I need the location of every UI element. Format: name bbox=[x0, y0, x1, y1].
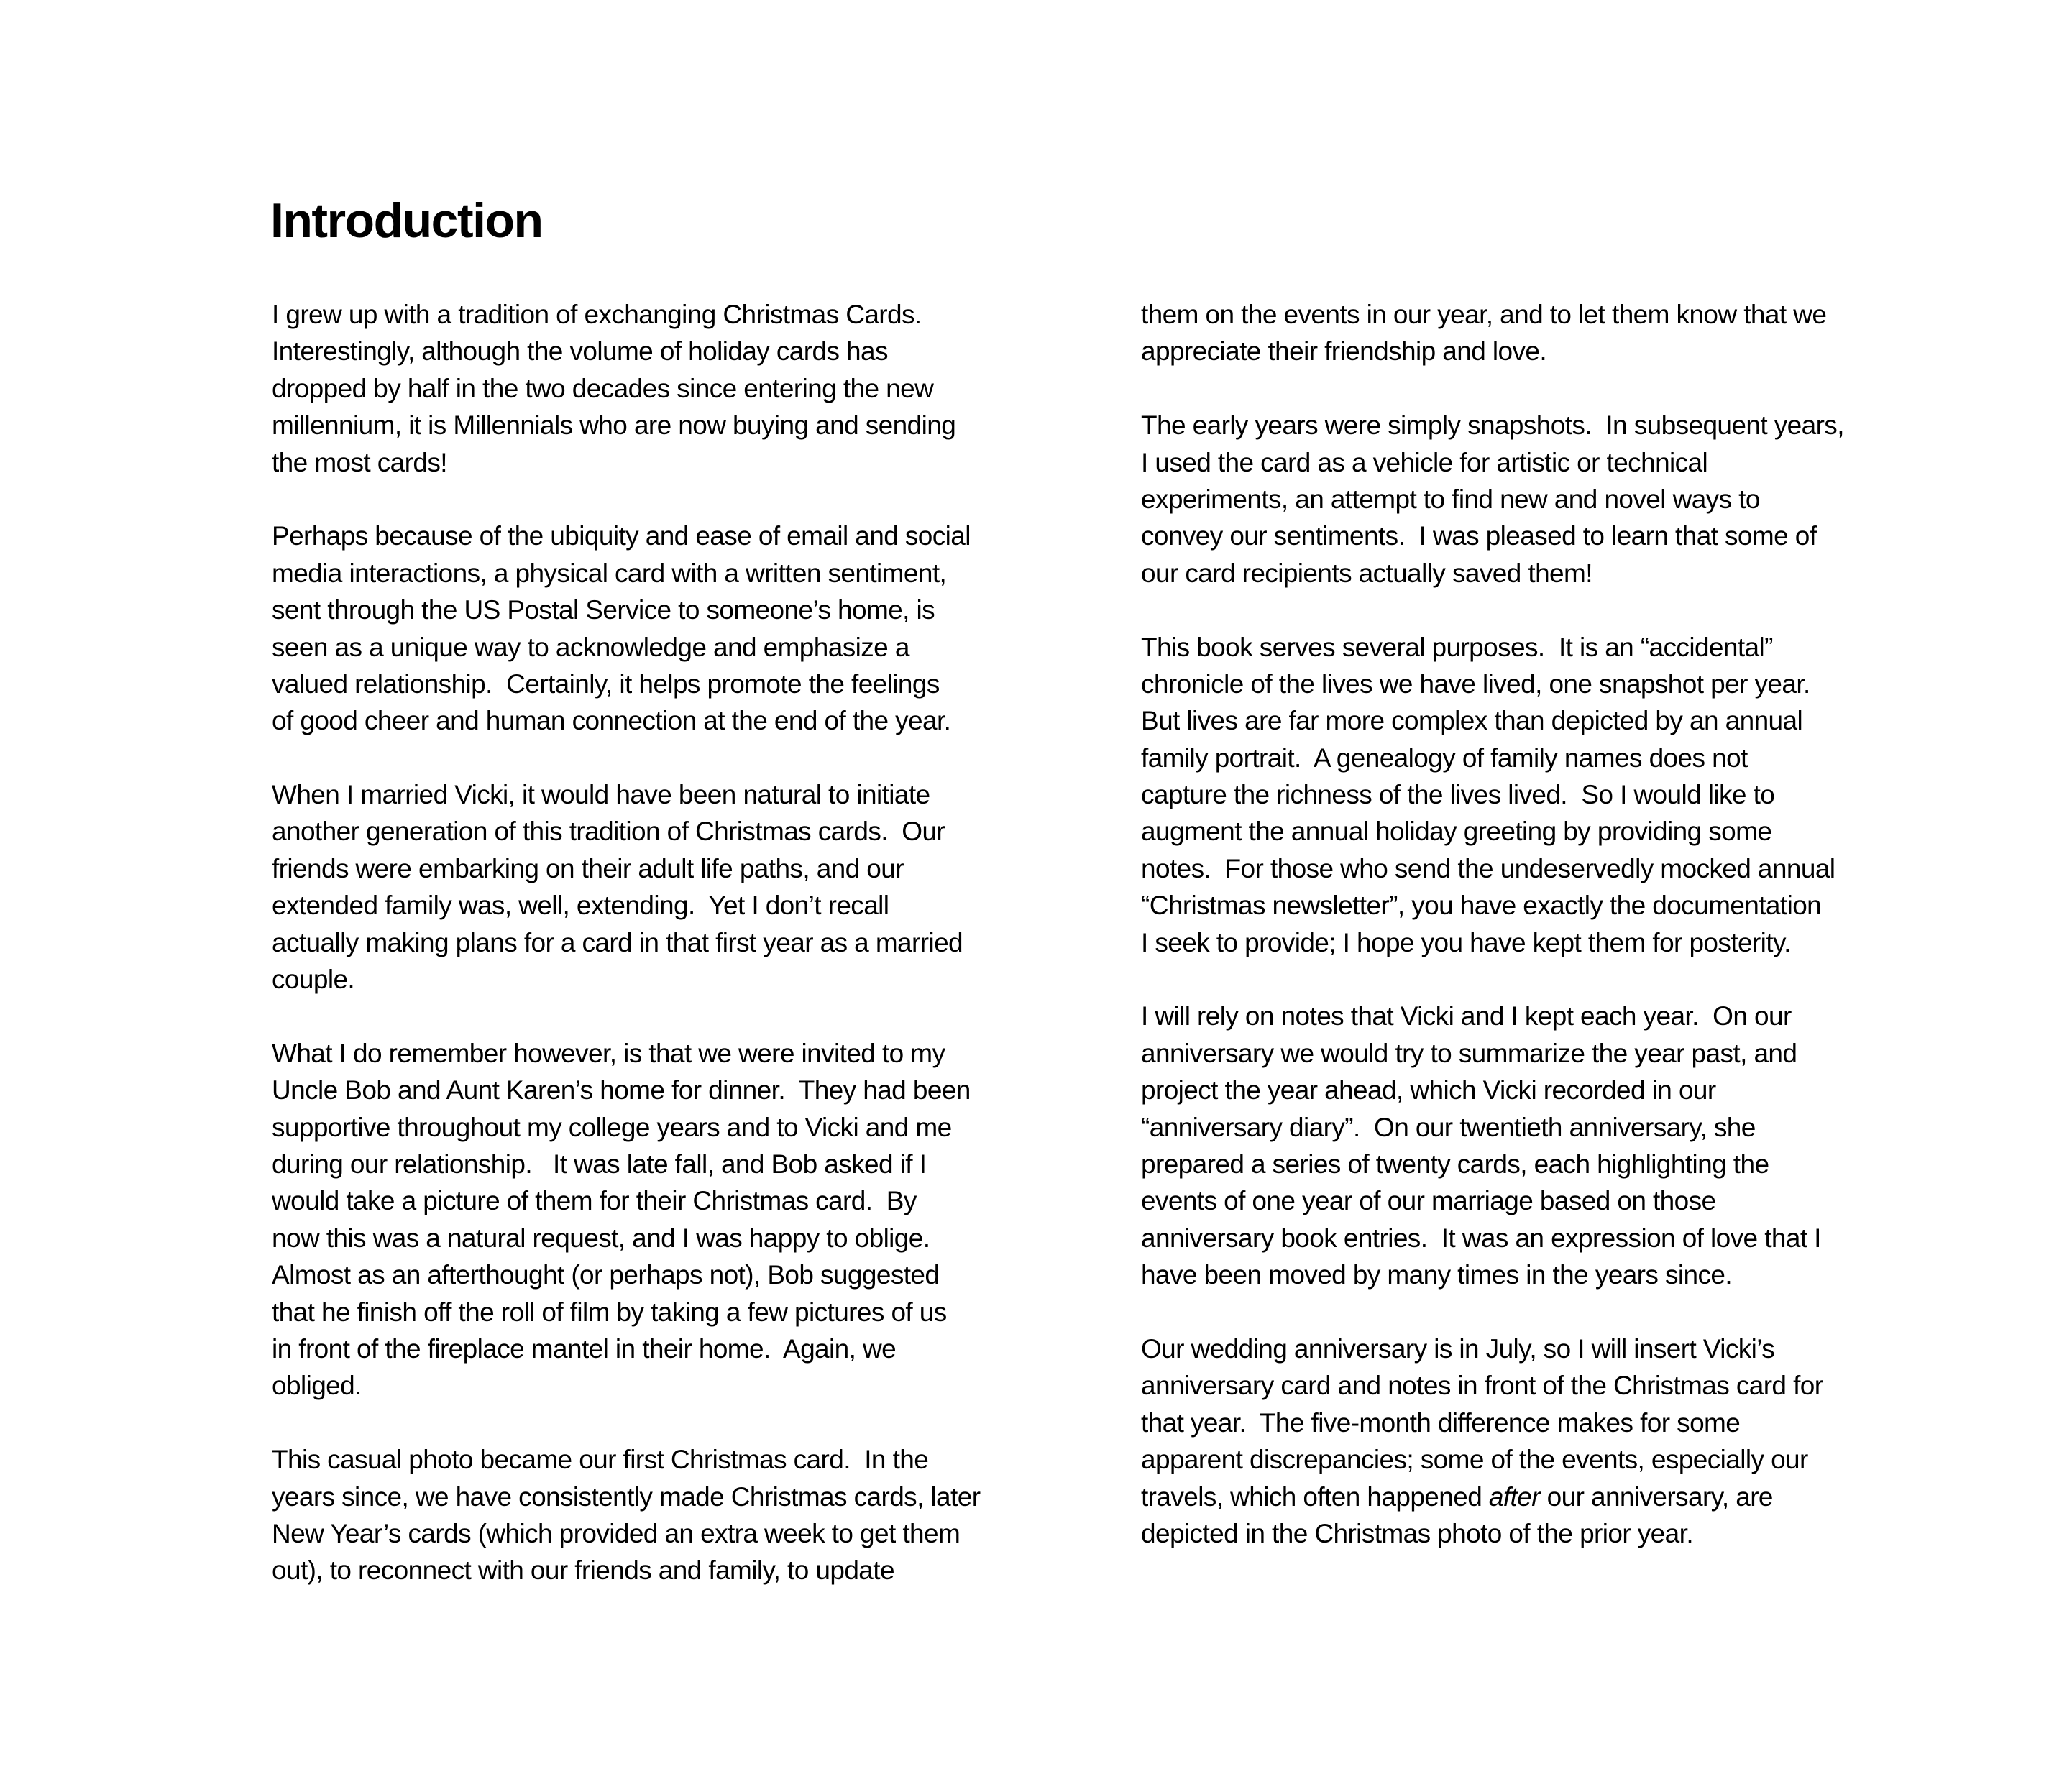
text-line: another generation of this tradition of Christmas cards. Our bbox=[272, 817, 945, 847]
text-line: valued relationship. Certainly, it helps promote the feelings bbox=[272, 668, 940, 699]
text-line: experiments, an attempt to find new and novel ways to bbox=[1141, 484, 1760, 514]
paragraph bbox=[1141, 296, 1925, 370]
text-line: The early years were simply snapshots. In subsequent years, bbox=[1141, 410, 1844, 441]
text-line: anniversary book entries. It was an expression of love that I bbox=[1141, 1223, 1821, 1253]
text-line: seen as a unique way to acknowledge and emphasize a bbox=[272, 632, 909, 662]
paragraph bbox=[272, 518, 1055, 739]
text-line: the most cards! bbox=[272, 447, 447, 477]
paragraph bbox=[1141, 998, 1925, 1293]
paragraph bbox=[272, 1035, 1055, 1405]
text-line: notes. For those who send the undeservedly mocked annual bbox=[1141, 853, 1835, 883]
text-line: now this was a natural request, and I was happy to oblige. bbox=[272, 1223, 930, 1253]
text-line: family portrait. A genealogy of family names does not bbox=[1141, 743, 1748, 773]
text-run: travels, which often happened bbox=[1141, 1481, 1489, 1512]
paragraph-gap bbox=[1141, 961, 1925, 998]
text-line: I seek to provide; I hope you have kept them for posterity. bbox=[1141, 927, 1791, 957]
text-line: that year. The five-month difference makes for some bbox=[1141, 1407, 1741, 1438]
paragraph-gap bbox=[272, 1405, 1055, 1441]
paragraph-gap bbox=[1141, 592, 1925, 628]
paragraph-gap bbox=[272, 481, 1055, 518]
paragraph bbox=[1141, 407, 1925, 592]
text-line: have been moved by many times in the years since. bbox=[1141, 1260, 1733, 1290]
text-line: our card recipients actually saved them! bbox=[1141, 558, 1592, 588]
text-line: dropped by half in the two decades since entering the new bbox=[272, 373, 934, 403]
text-line: project the year ahead, which Vicki recorded in our bbox=[1141, 1075, 1716, 1105]
text-line: out), to reconnect with our friends and family, to update bbox=[272, 1555, 894, 1586]
text-line: in front of the fireplace mantel in their home. Again, we bbox=[272, 1333, 897, 1364]
text-line: obliged. bbox=[272, 1371, 362, 1401]
page-title: Introduction bbox=[270, 193, 543, 248]
text-line: extended family was, well, extending. Yet I don’t recall bbox=[272, 891, 889, 921]
text-line: of good cheer and human connection at the end of the year. bbox=[272, 706, 951, 736]
paragraph-gap bbox=[272, 998, 1055, 1034]
text-line: anniversary card and notes in front of the Christmas card for bbox=[1141, 1371, 1823, 1401]
text-line: Almost as an afterthought (or perhaps not), Bob suggested bbox=[272, 1260, 940, 1290]
paragraph-gap bbox=[1141, 1294, 1925, 1330]
paragraph bbox=[272, 776, 1055, 998]
text-line: This casual photo became our first Christmas card. In the bbox=[272, 1445, 929, 1475]
text-line: New Year’s cards (which provided an extra week to get them bbox=[272, 1518, 961, 1548]
text-line: “anniversary diary”. On our twentieth anniversary, she bbox=[1141, 1112, 1756, 1142]
text-line: Our wedding anniversary is in July, so I will insert Vicki’s bbox=[1141, 1333, 1775, 1364]
paragraph bbox=[1141, 1330, 1925, 1552]
paragraph-gap bbox=[1141, 370, 1925, 407]
text-line: events of one year of our marriage based on those bbox=[1141, 1186, 1716, 1216]
emphasized-word: after bbox=[1488, 1481, 1540, 1512]
text-line: chronicle of the lives we have lived, one snapshot per year. bbox=[1141, 668, 1810, 699]
text-run: our anniversary, are bbox=[1539, 1481, 1773, 1512]
text-line: appreciate their friendship and love. bbox=[1141, 336, 1547, 367]
text-line: I will rely on notes that Vicki and I kept each year. On our bbox=[1141, 1001, 1792, 1031]
text-line-with-emphasis bbox=[1141, 1479, 1925, 1515]
text-line: augment the annual holiday greeting by providing some bbox=[1141, 817, 1772, 847]
text-line: sent through the US Postal Service to someone’s home, is bbox=[272, 595, 935, 625]
text-line: Perhaps because of the ubiquity and ease of email and social bbox=[272, 521, 971, 551]
text-line: convey our sentiments. I was pleased to learn that some of bbox=[1141, 521, 1817, 551]
paragraph bbox=[272, 1441, 1055, 1589]
paragraph-gap bbox=[272, 740, 1055, 776]
text-line: What I do remember however, is that we were invited to my bbox=[272, 1038, 945, 1068]
text-line: anniversary we would try to summarize the year past, and bbox=[1141, 1038, 1797, 1068]
left-column bbox=[272, 296, 1055, 1589]
text-line: “Christmas newsletter”, you have exactly the documentation bbox=[1141, 891, 1822, 921]
text-line: apparent discrepancies; some of the events, especially our bbox=[1141, 1445, 1808, 1475]
text-line: actually making plans for a card in that first year as a married bbox=[272, 927, 963, 957]
text-line: But lives are far more complex than depicted by an annual bbox=[1141, 706, 1803, 736]
text-line: prepared a series of twenty cards, each highlighting the bbox=[1141, 1149, 1769, 1179]
text-line: capture the richness of the lives lived. So I would like to bbox=[1141, 780, 1775, 810]
text-line: millennium, it is Millennials who are now buying and sending bbox=[272, 410, 956, 441]
text-line: during our relationship. It was late fall, and Bob asked if I bbox=[272, 1149, 927, 1179]
text-line: Uncle Bob and Aunt Karen’s home for dinner. They had been bbox=[272, 1075, 971, 1105]
text-line: friends were embarking on their adult life paths, and our bbox=[272, 853, 904, 883]
text-line: supportive throughout my college years and to Vicki and me bbox=[272, 1112, 952, 1142]
text-line: depicted in the Christmas photo of the prior year. bbox=[1141, 1518, 1693, 1548]
text-line: couple. bbox=[272, 965, 355, 995]
paragraph bbox=[1141, 629, 1925, 962]
text-line: years since, we have consistently made Christmas cards, later bbox=[272, 1481, 981, 1512]
text-line: I grew up with a tradition of exchanging Christmas Cards. bbox=[272, 300, 922, 329]
text-line: would take a picture of them for their Christmas card. By bbox=[272, 1186, 917, 1216]
text-line: that he finish off the roll of film by taking a few pictures of us bbox=[272, 1297, 947, 1327]
right-column bbox=[1141, 296, 1925, 1552]
text-line: media interactions, a physical card with a written sentiment, bbox=[272, 558, 947, 588]
text-line: I used the card as a vehicle for artistic or technical bbox=[1141, 447, 1708, 477]
text-line: Interestingly, although the volume of holiday cards has bbox=[272, 336, 888, 367]
text-line: This book serves several purposes. It is an “accidental” bbox=[1141, 632, 1773, 662]
text-line: When I married Vicki, it would have been natural to initiate bbox=[272, 780, 930, 810]
paragraph bbox=[272, 296, 1055, 481]
text-line: them on the events in our year, and to let them know that we bbox=[1141, 300, 1827, 329]
